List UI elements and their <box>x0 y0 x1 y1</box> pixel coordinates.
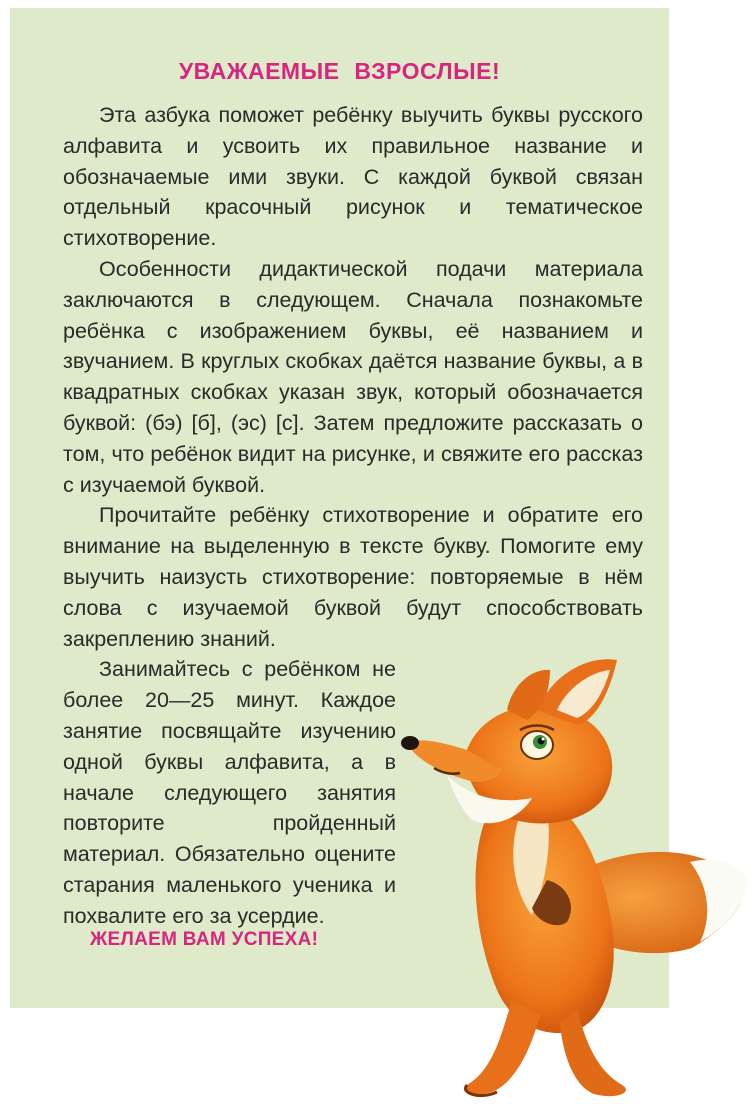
paragraph-1: Эта азбука поможет ребёнку выучить буквы русского алфавита и усвоить их правильное название и обозначаемые ими звуки. С каждой буквой связан отдельный красочный рисунок и тематическое стихотворение. <box>63 103 643 251</box>
fox-leg-right <box>560 1010 626 1096</box>
paragraph-2: Особенности дидактической подачи материала заключаются в следующем. Сначала познакомьте ребёнка с изображением буквы, её названием и звучанием. В круглых скобках даётся название буквы, а в квадратных скобках указан звук, который обозначается буквой: (бэ) [б], (эс) [с]. Затем предложите рассказать о том, что ребёнок видит на рисунке, и свяжите его рассказ с изучаемой буквой. <box>63 256 643 497</box>
closing-wish: ЖЕЛАЕМ ВАМ УСПЕХА! <box>90 929 319 950</box>
page-title: УВАЖАЕМЫЕ ВЗРОСЛЫЕ! <box>178 58 501 84</box>
fox-illustration <box>372 630 752 1104</box>
fox-nose <box>401 736 419 750</box>
fox-leg-left <box>464 1000 540 1094</box>
paragraph-4: Занимайтесь с ребёнком не более 20—25 минут. Каждое занятие посвящайте изучению одной буквы алфавита, а в начале следующего занятия повторите пройденный материал. Обязательно оцените старания маленького ученика и похвалите его за усердие. <box>63 657 396 928</box>
paragraph-3: Прочитайте ребёнку стихотворение и обратите его внимание на выделенную в тексте букву. Помогите ему выучить наизусть стихотворение: повторяемые в нём слова с изучаемой буквой будут способствовать закреплению знаний. <box>63 503 643 651</box>
